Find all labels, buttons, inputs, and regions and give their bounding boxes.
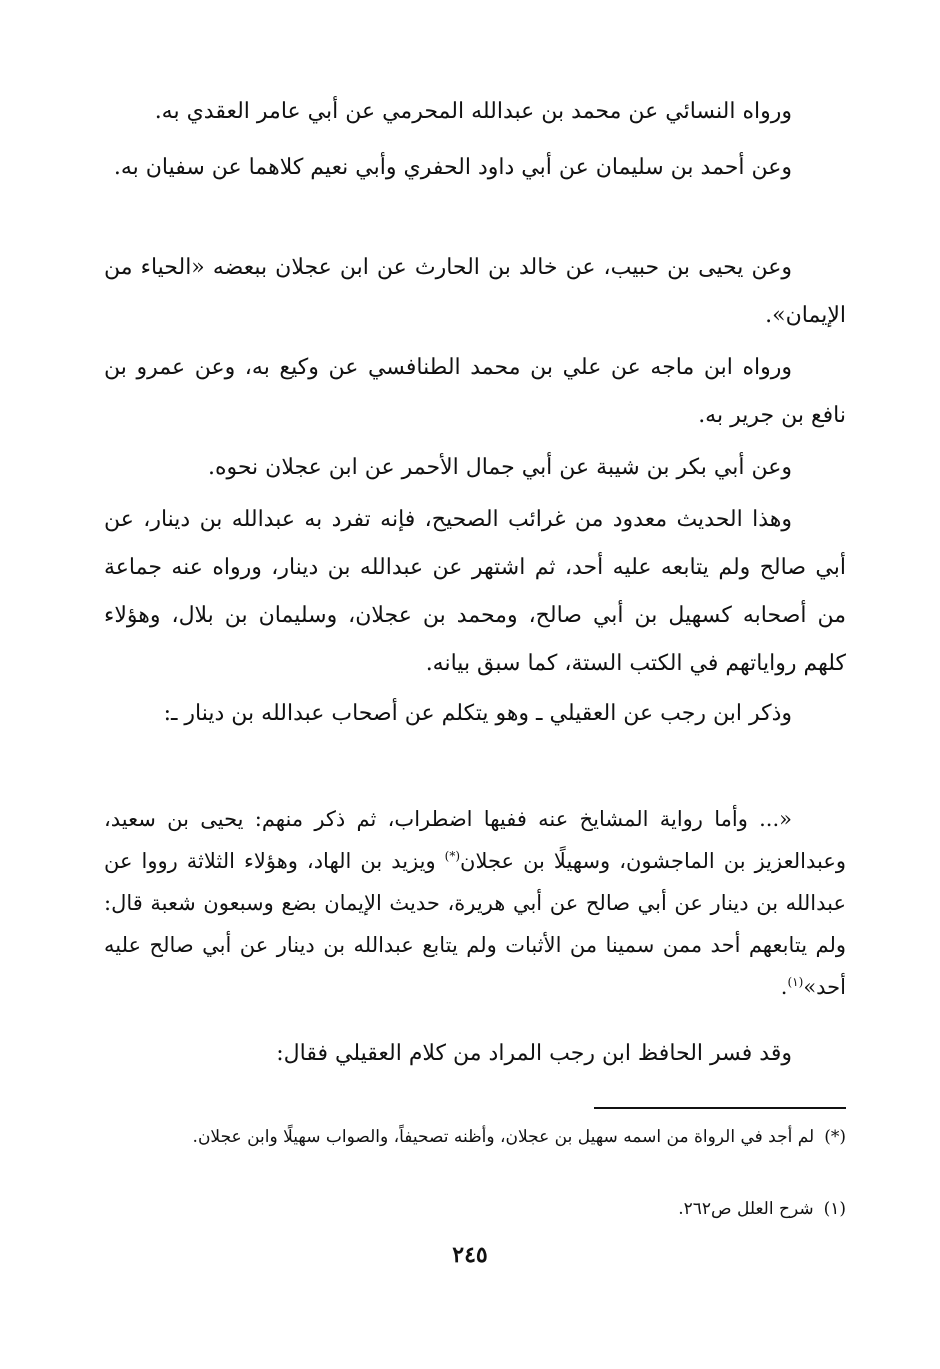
paragraph-yahya: وعن يحيى بن حبيب، عن خالد بن الحارث عن ابن عجلان ببعضه «الحياء من الإيمان». (104, 255, 846, 328)
footnote-divider (594, 1107, 846, 1109)
paragraph-nasai: ورواه النسائي عن محمد بن عبدالله المحرمي عن أبي عامر العقدي به. (154, 99, 792, 124)
footnote-star-text: لم أجد في الرواة من اسمه سهيل بن عجلان، وأظنه تصحيفاً، والصواب سهيلًا وابن عجلان. (192, 1127, 815, 1147)
footnote-star-mark: (*) (824, 1127, 846, 1147)
page-number: ٢٤٥ (452, 1242, 488, 1268)
quote-part-1: «... وأما رواية المشايخ عنه ففيها اضطراب، ثم ذكر منهم: يحيى بن سعيد، وعبدالعزيز بن الماجشون، وسهيلًا بن عجلان (104, 807, 846, 873)
quote-uqayli (104, 798, 846, 1008)
paragraph-abu-bakr: وعن أبي بكر بن شيبة عن أبي جمال الأحمر عن ابن عجلان نحوه. (207, 455, 792, 480)
quote-body (104, 798, 846, 1008)
paragraph-hadith-gharib: وهذا الحديث معدود من غرائب الصحيح، فإنه تفرد به عبدالله بن دينار، عن أبي صالح ولم يتابعه عليه أحد، ثم اشتهر عن عبدالله بن دينار، ورواه عنه جماعة من أصحابه كسهيل بن أبي صالح، ومحمد بن عجلان، وسليمان بن بلال، وهؤلاء كلهم رواياتهم في الكتب الستة، كما سبق بيانه. (104, 507, 846, 676)
quote-end: . (780, 975, 788, 999)
footnote-1-mark: (١) (823, 1199, 846, 1219)
paragraph-closing: وقد فسر الحافظ ابن رجب المراد من كلام العقيلي فقال: (276, 1041, 792, 1066)
paragraph-ahmad: وعن أحمد بن سليمان عن أبي داود الحفري وأبي نعيم كلاهما عن سفيان به. (113, 155, 792, 180)
footnote-1 (104, 1192, 846, 1226)
footnote-ref-star[interactable]: (*) (444, 849, 461, 863)
footnote-star (104, 1120, 846, 1154)
quote-part-2: ويزيد بن الهاد، وهؤلاء الثلاثة رووا عن عبدالله بن دينار عن أبي صالح عن أبي هريرة، حديث الإيمان بضع وسبعون شعبة قال: ولم يتابعهم أحد ممن سمينا من الأثبات ولم يتابع عبدالله بن دينار عن أبي صالح عليه أحد» (104, 849, 846, 999)
paragraph-ibn-rajab-intro: وذكر ابن رجب عن العقيلي ـ وهو يتكلم عن أصحاب عبدالله بن دينار ـ: (163, 701, 792, 726)
footnote-ref-1[interactable]: (١) (787, 975, 804, 989)
paragraph-ibn-majah: ورواه ابن ماجه عن علي بن محمد الطنافسي عن وكيع به، وعن عمرو بن نافع بن جرير به. (104, 355, 846, 428)
footnote-1-text: شرح العلل ص٢٦٢. (678, 1199, 814, 1219)
